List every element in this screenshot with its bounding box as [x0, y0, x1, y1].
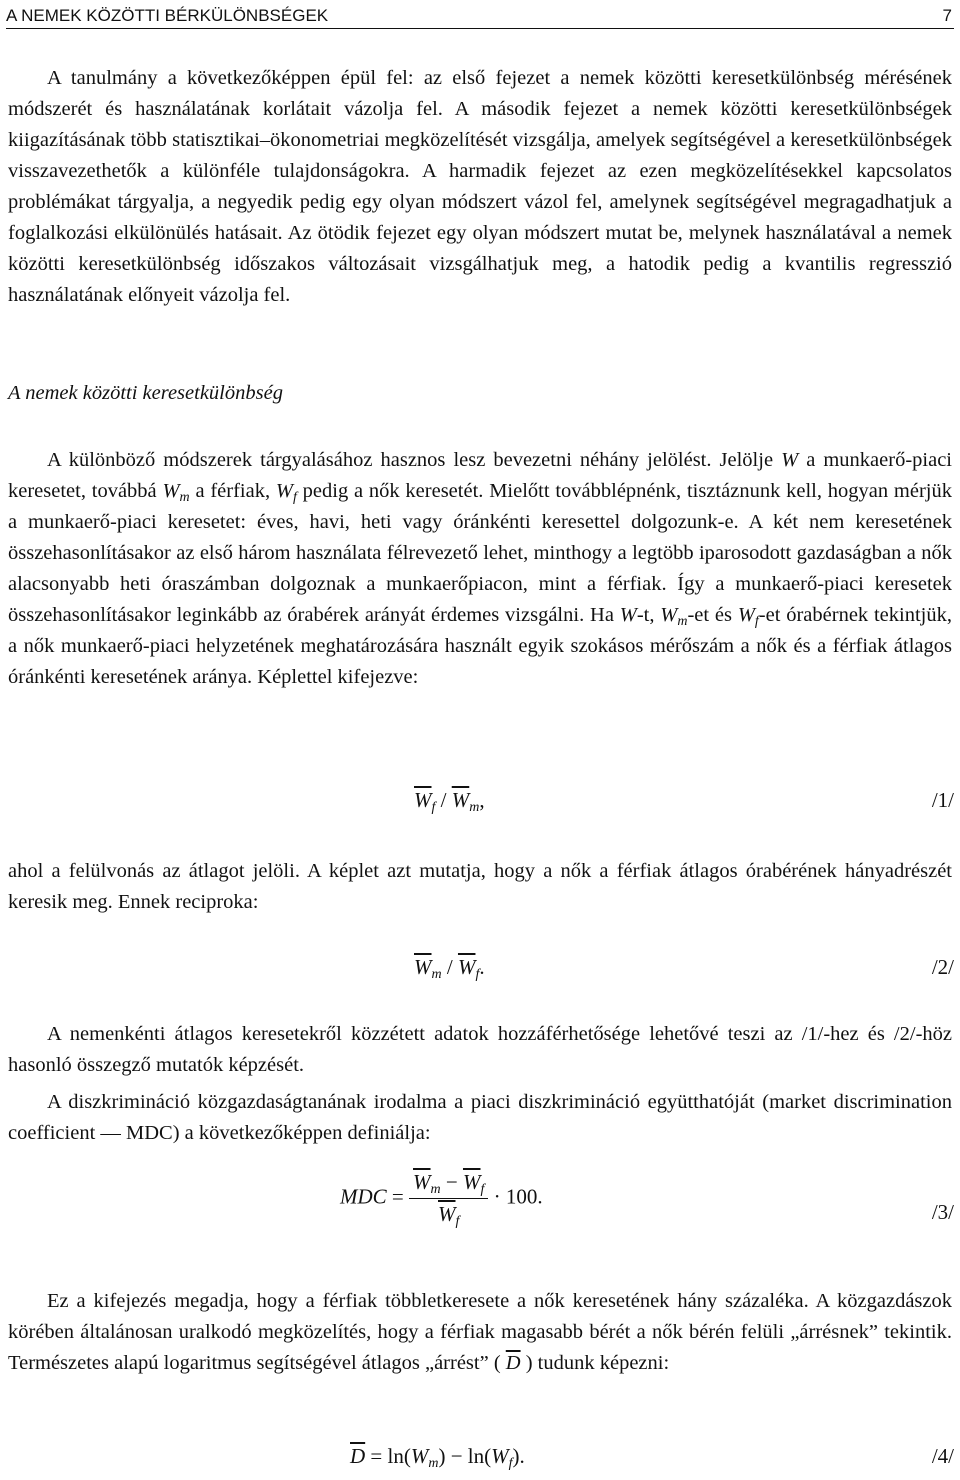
eq3-times: · 100.	[488, 1184, 543, 1209]
eq3-num-sub-m: m	[430, 1182, 441, 1197]
eq3-num-wf: $\overline{W}$	[462, 1170, 481, 1194]
header-title: A NEMEK KÖZÖTTI BÉRKÜLÖNBSÉGEK	[6, 6, 329, 25]
equation-3	[340, 1170, 543, 1227]
sub-f: f	[292, 490, 297, 505]
var-w: W	[781, 449, 799, 471]
eq1-wf: $\overline{W}$	[414, 788, 432, 812]
eq4-sub-m: m	[428, 1456, 439, 1471]
sub-m-2: m	[677, 614, 688, 629]
eq2-tail: .	[479, 955, 485, 979]
eq1-sub-m: m	[469, 800, 480, 815]
section-heading: A nemek közötti keresetkülönbség	[8, 382, 283, 404]
margin-paragraph	[8, 1286, 952, 1379]
eq3-numerator	[409, 1170, 488, 1199]
eq4-ln1: = ln(	[365, 1444, 411, 1468]
notation-paragraph	[8, 445, 952, 693]
eq3-num-sub-f: f	[480, 1182, 485, 1197]
p2-text-3: a férfiak,	[189, 480, 276, 502]
eq2-sub-m: m	[431, 967, 442, 982]
eq3-denominator	[409, 1199, 488, 1227]
equation-1-number: /1/	[931, 788, 954, 812]
eq1-wm: $\overline{W}$	[451, 788, 470, 812]
eq2-slash: /	[441, 955, 458, 979]
var-wf-2: W	[737, 604, 755, 626]
eq2-wm: $\overline{W}$	[414, 955, 432, 979]
sub-m: m	[179, 490, 190, 505]
var-wm: W	[162, 480, 180, 502]
p2-text-4: pedig a nők keresetét. Mielőtt továbblépnénk, tisztáznunk kell, hogyan mérjük a munkaerő-piaci keresetet: éves, havi, heti vagy óránkénti keresettel dolgozunk-e. A két nem keresetének összehasonlításakor az első három használata félrevezető lehet, minthogy a legtöbb iparosodott gazdaságban a nők alacsonyabb heti óraszámban dolgoznak a munkaerőpiacon, mint a férfiak. Így a munkaerő-piaci keresetek összehasonlításakor leginkább az órabérek arányát érdemes vizsgálni. Ha	[8, 480, 952, 626]
eq3-fraction	[409, 1170, 488, 1227]
eq2-wf: $\overline{W}$	[457, 955, 476, 979]
equation-2	[414, 955, 485, 980]
var-d-bar: $\overline{D}$	[505, 1352, 521, 1374]
eq3-equals: =	[386, 1184, 410, 1209]
eq3-lhs: MDC	[340, 1184, 387, 1209]
p2-text-2: a munkaerő-piaci keresetet, továbbá	[8, 449, 952, 502]
running-header	[6, 6, 954, 29]
equation-3-number: /3/	[931, 1200, 954, 1224]
page-number: 7	[942, 6, 952, 25]
eq3-den-sub-f: f	[455, 1214, 460, 1229]
p6-text-2: ) tudunk képezni:	[520, 1352, 670, 1374]
p2-text-1: A különböző módszerek tárgyalásához hasznos lesz bevezetni néhány jelölést. Jelölje	[47, 449, 782, 471]
intro-paragraph: A tanulmány a következőképpen épül fel: az első fejezet a nemek közötti keresetkülönbség mérésének módszerét és használatának korlátait vázolja fel. A második fejezet a nemek közötti keresetkülönbségek kiigazításának több statisztikai–ökonometriai megközelítését vizsgálja, amelyek segítségével a keresetkülönbségek visszavezethetők a különféle tulajdonságokra. A harmadik fejezet az ezen megközelítésekkel kapcsolatos problémákat tárgyalja, a negyedik pedig egy olyan módszert vázol fel, amelynek segítségével megragadhatjuk a foglalkozási elkülönülés hatásait. Az ötödik fejezet egy olyan módszert mutat be, melynek használatával a nemek közötti keresetkülönbség időszakos változásait vizsgálhatjuk meg, a hatodik pedig a kvantilis regresszió használatának előnyeit vázolja fel.	[8, 67, 952, 306]
equation-1	[414, 788, 485, 813]
eq3-num-wm: $\overline{W}$	[413, 1170, 431, 1194]
eq4-wf: W	[491, 1444, 509, 1468]
p2-text-6: -et és	[687, 604, 738, 626]
eq4-tail: ).	[512, 1444, 525, 1468]
equation-4	[350, 1444, 525, 1469]
eq2-sub-f: f	[475, 967, 480, 982]
availability-paragraph: A nemenkénti átlagos keresetekről közzétett adatok hozzáférhetősége lehetővé teszi az /1/-hez és /2/-höz hasonló összegző mutatók képzését.	[8, 1023, 952, 1076]
p6-text-1: Ez a kifejezés megadja, hogy a férfiak többletkeresete a nők keresetének hány százaléka. A közgazdászok körében általánosan uralkodó megközelítés, hogy a férfiak magasabb bérét a nők bérén felüli „árrésnek” tekintik. Természetes alapú logaritmus segítségével átlagos „árrést” (	[8, 1290, 952, 1374]
eq1-sub-f: f	[431, 800, 436, 815]
mean-paragraph: ahol a felülvonás az átlagot jelöli. A képlet azt mutatja, hogy a nők a férfiak átlagos órabérének hányadrészét keresik meg. Ennek reciproka:	[8, 860, 952, 913]
var-wm-2: W	[660, 604, 678, 626]
equation-4-number: /4/	[931, 1444, 954, 1468]
eq1-tail: ,	[479, 788, 485, 812]
var-w-2: W	[619, 604, 637, 626]
eq3-minus: −	[440, 1170, 463, 1194]
eq4-sub-f: f	[508, 1456, 513, 1471]
sub-f-2: f	[754, 614, 759, 629]
var-wf: W	[275, 480, 293, 502]
p2-text-7: -et órabérnek tekintjük, a nők munkaerő-piaci helyzetének meghatározására használt egyik szokásos mérőszám a nők és a férfiak átlagos óránkénti keresetének aránya. Képlettel kifejezve:	[8, 604, 952, 688]
eq4-ln2: ) − ln(	[438, 1444, 492, 1468]
p2-text-5: -t,	[636, 604, 661, 626]
eq3-den-wf: $\overline{W}$	[438, 1202, 456, 1226]
eq1-slash: /	[435, 788, 452, 812]
equation-2-number: /2/	[931, 955, 954, 979]
eq4-wm: W	[410, 1444, 429, 1468]
eq4-lhs: $\overline{D}$	[350, 1444, 366, 1468]
mdc-paragraph: A diszkrimináció közgazdaságtanának irodalma a piaci diszkrimináció együtthatóját (market discrimination coefficient — MDC) a következőképpen definiálja:	[8, 1091, 952, 1144]
